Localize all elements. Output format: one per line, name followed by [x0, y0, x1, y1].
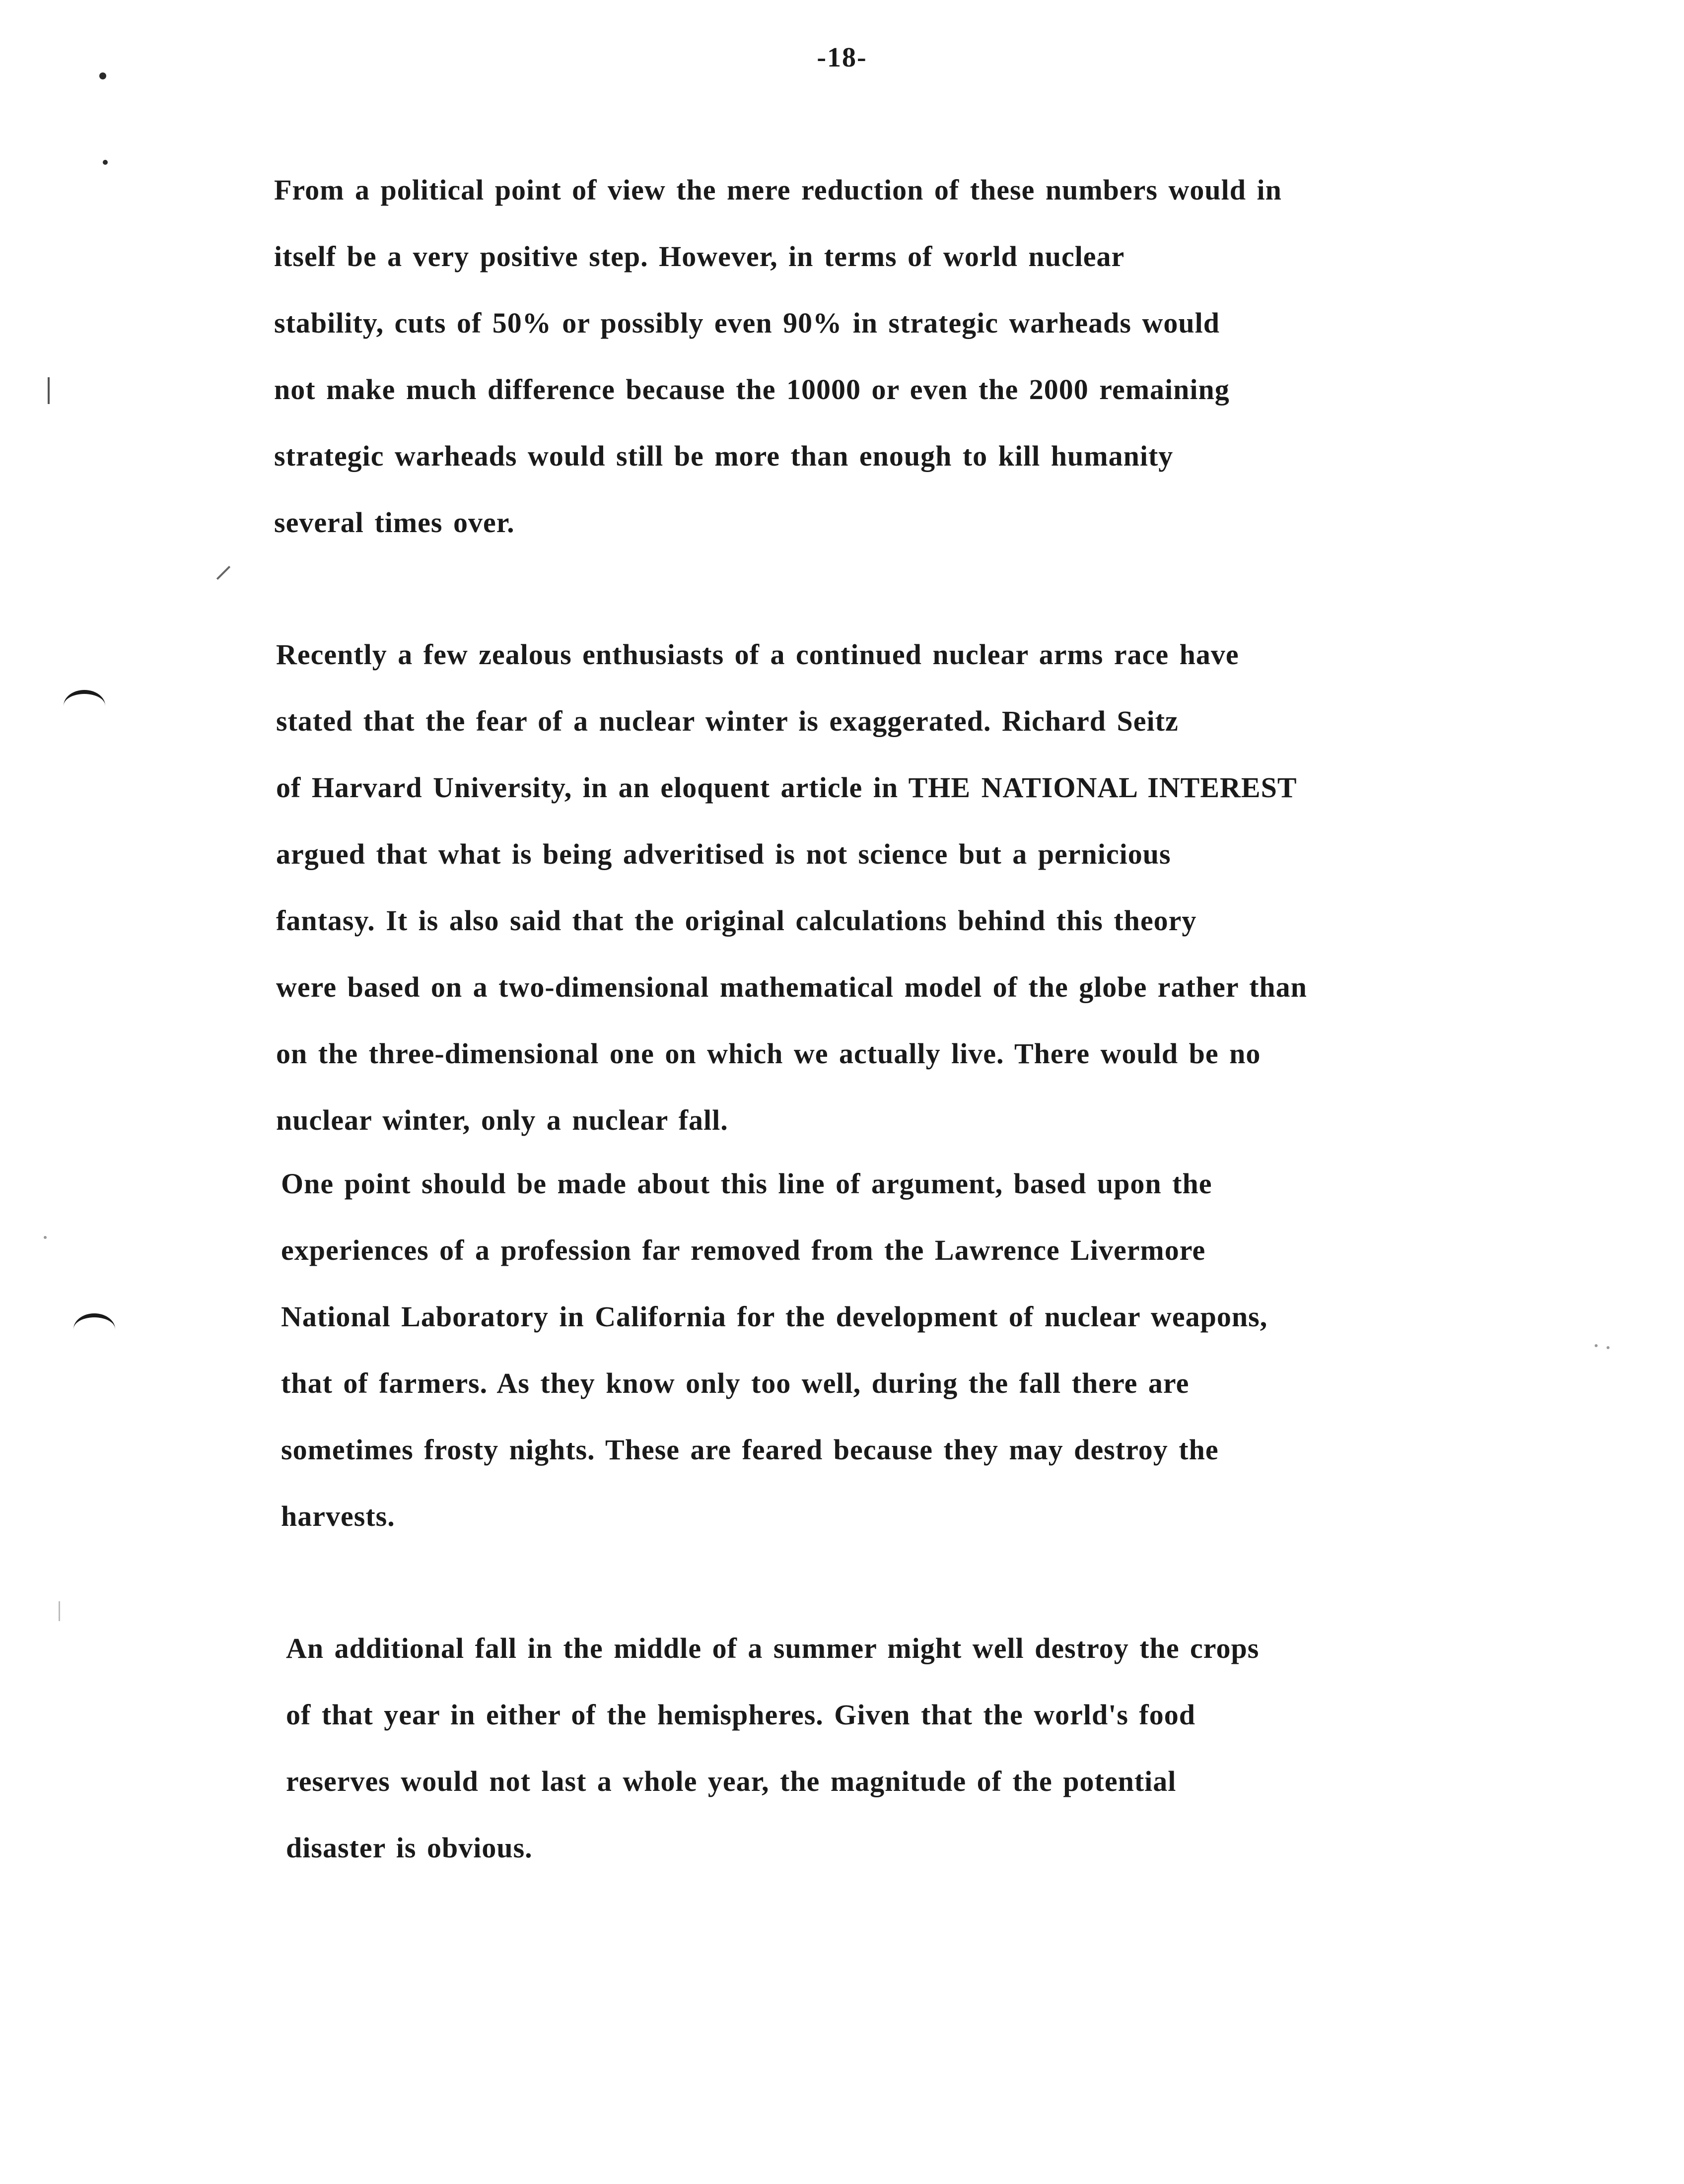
- text-line: not make much difference because the 10000 or even the 2000 remaining: [274, 373, 1230, 406]
- text-line: several times over.: [274, 506, 515, 539]
- margin-speck: [1607, 1346, 1610, 1349]
- margin-speck: [1595, 1344, 1598, 1347]
- margin-arc: [73, 1313, 115, 1345]
- paragraph: [281, 1151, 1547, 1550]
- text-line: itself be a very positive step. However, in terms of world nuclear: [274, 240, 1125, 273]
- text-line: were based on a two-dimensional mathematical model of the globe rather than: [276, 971, 1307, 1003]
- text-line: sometimes frosty nights. These are feared because they may destroy the: [281, 1433, 1219, 1466]
- paragraph: [274, 157, 1540, 556]
- text-line: strategic warheads would still be more than enough to kill humanity: [274, 440, 1174, 472]
- text-line: National Laboratory in California for the development of nuclear weapons,: [281, 1300, 1268, 1333]
- text-line: fantasy. It is also said that the original calculations behind this theory: [276, 904, 1197, 937]
- text-line: nuclear winter, only a nuclear fall.: [276, 1104, 728, 1136]
- text-line: on the three-dimensional one on which we actually live. There would be no: [276, 1037, 1261, 1070]
- paragraph: [276, 621, 1542, 1154]
- text-line: One point should be made about this line of argument, based upon the: [281, 1167, 1212, 1200]
- text-line: disaster is obvious.: [286, 1832, 533, 1864]
- text-line: argued that what is being adveritised is not science but a pernicious: [276, 838, 1171, 870]
- text-line: reserves would not last a whole year, the magnitude of the potential: [286, 1765, 1177, 1797]
- text-line: Recently a few zealous enthusiasts of a continued nuclear arms race have: [276, 638, 1239, 671]
- margin-tick: [48, 377, 50, 404]
- margin-arc: [64, 690, 105, 722]
- text-line: of Harvard University, in an eloquent article in THE NATIONAL INTEREST: [276, 771, 1297, 804]
- text-line: of that year in either of the hemispheres. Given that the world's food: [286, 1699, 1195, 1731]
- margin-dot: [99, 72, 106, 79]
- margin-speck: [44, 1236, 47, 1239]
- text-line: harvests.: [281, 1500, 395, 1532]
- margin-dot-small: [103, 160, 108, 165]
- margin-slash: [216, 566, 230, 580]
- text-line: stated that the fear of a nuclear winter is exaggerated. Richard Seitz: [276, 705, 1179, 737]
- text-line: stability, cuts of 50% or possibly even 90% in strategic warheads would: [274, 307, 1220, 339]
- page-number: -18-: [817, 42, 867, 73]
- margin-tick: [59, 1601, 60, 1621]
- text-line: From a political point of view the mere reduction of these numbers would in: [274, 174, 1282, 206]
- text-line: An additional fall in the middle of a summer might well destroy the crops: [286, 1632, 1260, 1664]
- paragraph: [286, 1615, 1552, 1881]
- text-line: that of farmers. As they know only too well, during the fall there are: [281, 1367, 1190, 1399]
- text-line: experiences of a profession far removed from the Lawrence Livermore: [281, 1234, 1206, 1266]
